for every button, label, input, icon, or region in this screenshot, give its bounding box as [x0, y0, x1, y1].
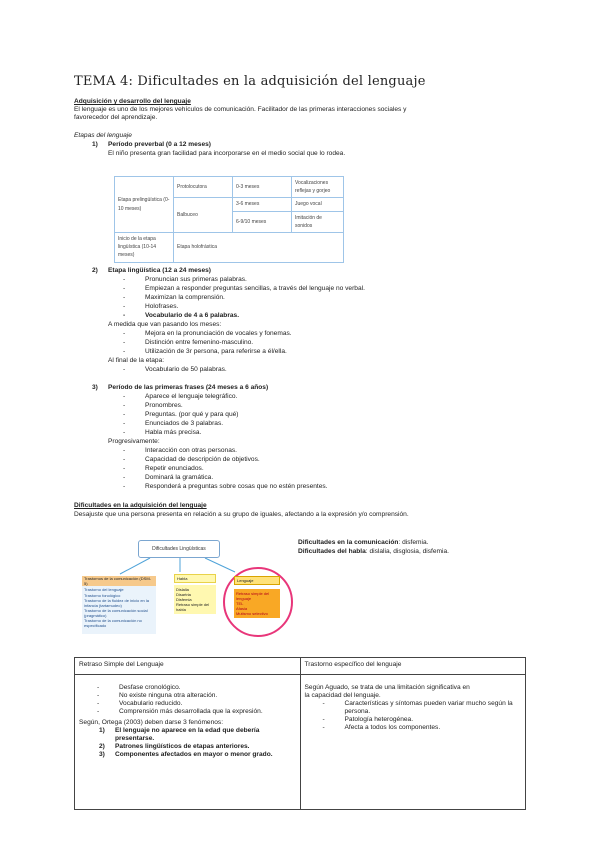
cell-r3-age: 6-9/10 meses [233, 211, 292, 232]
fenomeno-text: Componentes afectados en mayor o menor grado. [115, 751, 273, 758]
fenomeno-num: 3) [99, 751, 105, 758]
diagram-right-list [234, 589, 280, 618]
p3-item: - Preguntas. (por qué y para qué) [145, 411, 238, 419]
cell-holofrastica: Etapa holofrástica [174, 233, 344, 263]
section-heading-adquisicion: Adquisición y desarrollo del lenguaje [74, 98, 191, 105]
com-label: Dificultades en la comunicación [298, 539, 399, 546]
cell-r3-desc: Imitación de sonidos [292, 211, 344, 232]
diagram-right-item: TEL [236, 601, 244, 606]
p2-title: Etapa lingüística (12 a 24 meses) [108, 267, 211, 274]
trastorno-item: - Características y síntomas pueden variar mucho según la persona. [345, 700, 515, 716]
habla-label: Dificultades del habla [298, 548, 366, 555]
retraso-item: - No existe ninguna otra alteración. [119, 692, 296, 700]
cell-r1-age: 0-3 meses [233, 177, 292, 198]
diagram [80, 536, 290, 636]
diagram-left-item: Trastorno del lenguaje [84, 587, 124, 592]
p2-final: Al final de la etapa: [108, 357, 165, 364]
comparison-table [74, 657, 526, 810]
trastorno-intro-line: la capacidad del lenguaje. [304, 692, 381, 699]
cell-r2-age: 3-6 meses [233, 198, 292, 211]
p2-item2: - Distinción entre femenino-masculino. [145, 339, 253, 347]
p3-item: - Aparece el lenguaje telegráfico. [145, 393, 237, 401]
p3-item2: - Responderá a preguntas sobre cosas que no estén presentes. [145, 483, 328, 491]
p1-desc: El niño presenta gran facilidad para incorporarse en el medio social que lo rodea. [108, 150, 346, 157]
p2-item2: - Utilización de 3r persona, para referirse a él/ella. [145, 348, 287, 356]
cell-r2-desc: Juego vocal [292, 198, 344, 211]
th-trastorno: Trastorno específico del lenguaje [300, 658, 526, 675]
p3-item2: - Capacidad de descripción de objetivos. [145, 456, 260, 464]
diagram-left-item: Trastorno de la comunicación social (pragmático) [84, 608, 148, 618]
intro-line-1: El lenguaje es uno de los mejores vehículos de comunicación. Facilitador de las primeras interacciones sociales y [74, 106, 407, 113]
trastorno-item: - Afecta a todos los componentes. [345, 724, 515, 732]
fenomenos-list [99, 727, 279, 759]
cell-inicio: Inicio de la etapa lingüística (10-14 meses) [115, 233, 174, 263]
p2-item: - Vocabulario de 4 a 6 palabras. [145, 312, 239, 320]
p3-item: - Habla más precisa. [145, 429, 201, 437]
diagram-right-title: Lenguaje [234, 576, 280, 585]
p3-prog: Progresivamente: [108, 438, 160, 445]
cell-protolocuta: Protolocutora [174, 177, 233, 198]
p2-item2: - Mejora en la pronunciación de vocales y fonemas. [145, 330, 292, 338]
section-heading-dificultades: Dificultades en la adquisición del lenguaje [74, 502, 207, 509]
habla-line [298, 548, 449, 556]
p2-medida: A medida que van pasando los meses: [108, 321, 222, 328]
fenomeno-num: 1) [99, 727, 105, 734]
diagram-right-item: Mutismo selectivo [236, 611, 268, 616]
diagram-mid-list [174, 585, 216, 614]
arrow-right [205, 558, 235, 572]
p2-number: 2) [92, 267, 98, 274]
diagram-left-item: Trastorno de la fluidez de inicio en la infancia (tartamudeo) [84, 598, 149, 608]
th-retraso: Retraso Simple del Lenguaje [75, 658, 301, 675]
habla-value: : dislalia, disglosia, disfemia. [365, 548, 449, 555]
cell-prelinguistica: Etapa prelingüística (0-10 meses) [115, 177, 174, 233]
diagram-right-item: Retraso simple del lenguaje [236, 591, 270, 601]
p2-item: - Holofrases. [145, 303, 178, 311]
diagram-mid-item: Disartria [176, 592, 191, 597]
retraso-item: - Desfase cronológico. [119, 684, 296, 692]
trastorno-intro-line: Según Aguado, se trata de una limitación significativa en [304, 684, 470, 691]
trastorno-list [345, 700, 515, 732]
p3-item2: - Interacción con otras personas. [145, 447, 237, 455]
p3-item2: - Dominará la gramática. [145, 474, 213, 482]
p3-item: - Enunciados de 3 palabras. [145, 420, 223, 428]
trastorno-item: - Patología heterogénea. [345, 716, 515, 724]
p1-number: 1) [92, 141, 98, 148]
diagram-left-item: Trastorno fonológico [84, 593, 121, 598]
intro-line-2: favorecedor del aprendizaje. [74, 114, 158, 121]
fenomeno-item [99, 751, 279, 759]
diagram-right-item: Afasia [236, 606, 248, 611]
retraso-list [119, 684, 296, 716]
cell-r1-desc: Vocalizaciones reflejas y gorjeo [292, 177, 344, 198]
stages-table [114, 176, 344, 263]
dificultades-desc: Desajuste que una persona presenta en relación a su grupo de iguales, afectando a la expresión y/o comprensión. [74, 511, 409, 518]
etapas-heading: Etapas del lenguaje [74, 132, 132, 139]
trastorno-intro [305, 684, 522, 700]
p2-item: - Empiezan a responder preguntas sencillas, a través del lenguaje no verbal. [145, 285, 365, 293]
diagram-right-box [234, 576, 280, 622]
fenomeno-text: El lenguaje no aparece en la edad que debería presentarse. [115, 727, 260, 742]
diagram-left-item: Trastorno de la comunicación no especificado [84, 618, 142, 628]
p2-item3: - Vocabulario de 50 palabras. [145, 366, 227, 374]
p3-number: 3) [92, 384, 98, 391]
fenomeno-item [99, 727, 279, 743]
retraso-item: - Comprensión más desarrollada que la expresión. [119, 708, 296, 716]
fenomeno-num: 2) [99, 743, 105, 750]
p2-item: - Maximizan la comprensión. [145, 294, 225, 302]
diagram-mid-box [174, 574, 216, 624]
p3-title: Período de las primeras frases (24 meses a 6 años) [108, 384, 269, 391]
fenomeno-text: Patrones lingüísticos de etapas anteriores. [115, 743, 250, 750]
fenomeno-item [99, 743, 279, 751]
cell-balbuceo: Balbuceo [174, 198, 233, 233]
p3-item2: - Repetir enunciados. [145, 465, 204, 473]
diagram-mid-item: Retraso simple del habla [176, 602, 210, 612]
page-title: TEMA 4: Dificultades en la adquisición del lenguaje [74, 74, 426, 89]
arrow-left [120, 558, 150, 574]
diagram-root: Dificultades Lingüísticas [138, 540, 220, 558]
segun-ortega: Según, Ortega (2003) deben darse 3 fenómenos: [79, 719, 224, 726]
diagram-mid-item: Disfemia [176, 597, 192, 602]
diagram-mid-item: Dislalia [176, 587, 189, 592]
com-line [298, 539, 428, 547]
p2-item: - Pronuncian sus primeras palabras. [145, 276, 247, 284]
diagram-left-title: Trastornos de la comunicación (DSM-5) [82, 576, 156, 586]
p1-title: Período preverbal (0 a 12 meses) [108, 141, 211, 148]
p3-item: - Pronombres. [145, 402, 183, 410]
retraso-item: - Vocabulario reducido. [119, 700, 296, 708]
diagram-left-box [82, 576, 156, 634]
cell-trastorno [300, 675, 526, 810]
diagram-mid-title: Habla [174, 574, 216, 583]
cell-retraso [75, 675, 301, 810]
com-value: : disfemia. [398, 539, 429, 546]
